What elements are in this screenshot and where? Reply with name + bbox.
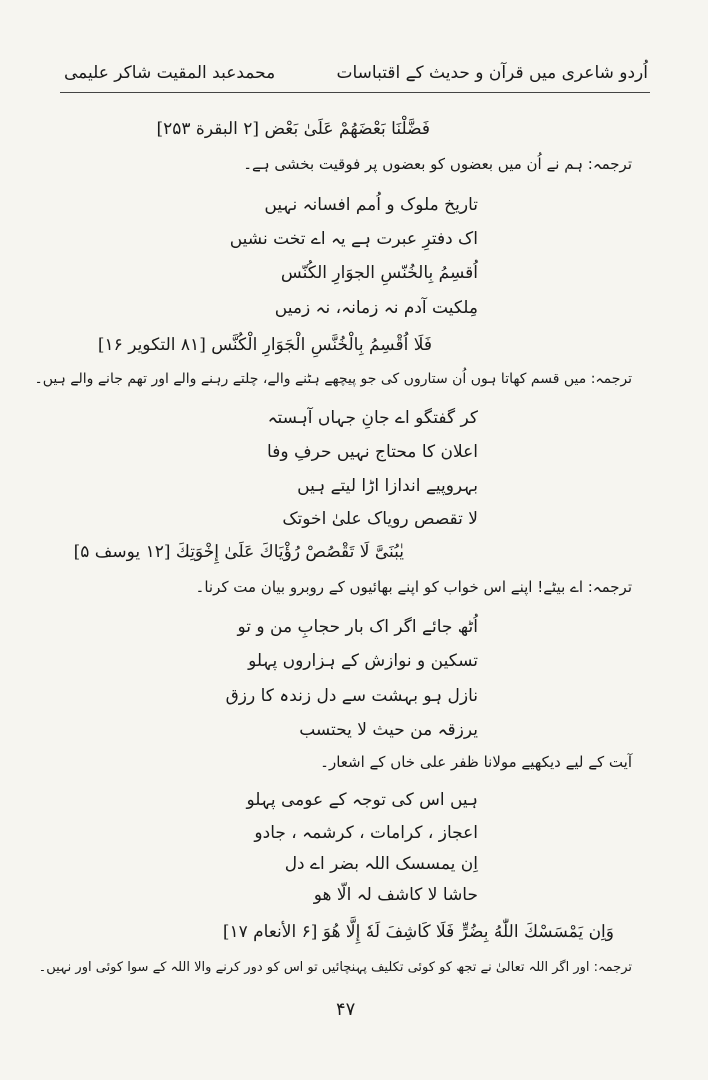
translation: ترجمہ: ہم نے اُن میں بعضوں کو بعضوں پر فوقیت بخشی ہے۔ [243,155,632,173]
verse-line: حاشا لا کاشف لہ الّا ھو [313,885,478,905]
verse-line: نازل ہو بہشت سے دل زندہ کا رزق [225,686,478,706]
page-number: ۴۷ [336,999,356,1020]
verse-line: اُقسِمُ بِالخُنّسِ الجوَارِ الکُنّس [280,263,478,283]
verse-line: اعجاز ، کرامات ، کرشمہ ، جادو [254,823,478,843]
translation: ترجمہ: اے بیٹے! اپنے اس خواب کو اپنے بھائیوں کے روبرو بیان مت کرنا۔ [195,578,632,596]
verse-line: بہروپیے اندازا اڑا لیتے ہیں [297,476,478,496]
translation: ترجمہ: اور اگر اللہ تعالیٰ نے تجھ کو کوئی تکلیف پہنچائیں تو اس کو دور کرنے والا اللہ کے سوا کوئی اور نہیں۔ [38,960,632,975]
verse-line: اِن یمسسک اللہ بضر اے دل [284,854,478,874]
verse-line: کر گفتگو اے جانِ جہاں آہستہ [267,408,478,428]
verse-line: ہیں اس کی توجہ کے عومی پہلو [246,790,478,810]
author-header: محمدعبد المقیت شاکر علیمی [64,63,276,83]
book-title-header: اُردو شاعری میں قرآن و حدیث کے اقتباسات [336,63,648,83]
reference-note: آیت کے لیے دیکھیے مولانا ظفر علی خاں کے اشعار۔ [320,753,632,771]
verse-line: تاریخ ملوک و اُمم افسانہ نہیں [264,195,478,215]
verse-line: تسکین و نوازش کے ہزاروں پہلو [248,651,478,671]
verse-line: یرزقہ من حیث لا یحتسب [299,720,478,740]
verse-line: اعلان کا محتاج نہیں حرفِ وفا [267,442,478,462]
verse-line: اک دفترِ عبرت ہے یہ اے تخت نشیں [229,229,478,249]
verse-line: اُٹھ جائے اگر اک بار حجابِ من و تو [237,617,478,637]
translation: ترجمہ: میں قسم کھاتا ہوں اُن ستاروں کی جو پیچھے ہٹنے والے، چلتے رہنے والے اور تھم جانے والے ہیں۔ [34,371,632,387]
quran-quote: یٰبُنَیَّ لَا تَقْصُصْ رُؤْيَاكَ عَلَىٰ إِخْوَتِكَ [۱۲ یوسف ۵] [73,542,404,562]
quran-quote: وَاِن يَمْسَسْكَ اللّٰهُ بِضُرٍّ فَلَا كَاشِفَ لَهٗ إِلَّا هُوَ [۶ الأنعام ۱۷] [222,922,614,942]
quran-quote: فَضَّلْنَا بَعْضَهُمْ عَلَىٰ بَعْض [۲ البقرة ۲۵۳] [156,119,430,139]
header-rule [60,92,650,93]
verse-line: لا تقصص رویاک علیٰ اخوتک [282,509,478,529]
verse-line: مِلکیت آدم نہ زمانہ، نہ زمیں [274,298,478,318]
quran-quote: فَلَا اُقْسِمُ بِالْخُنَّسِ الْجَوَارِ الْكُنَّس [۸۱ التکویر ۱۶] [97,335,432,355]
